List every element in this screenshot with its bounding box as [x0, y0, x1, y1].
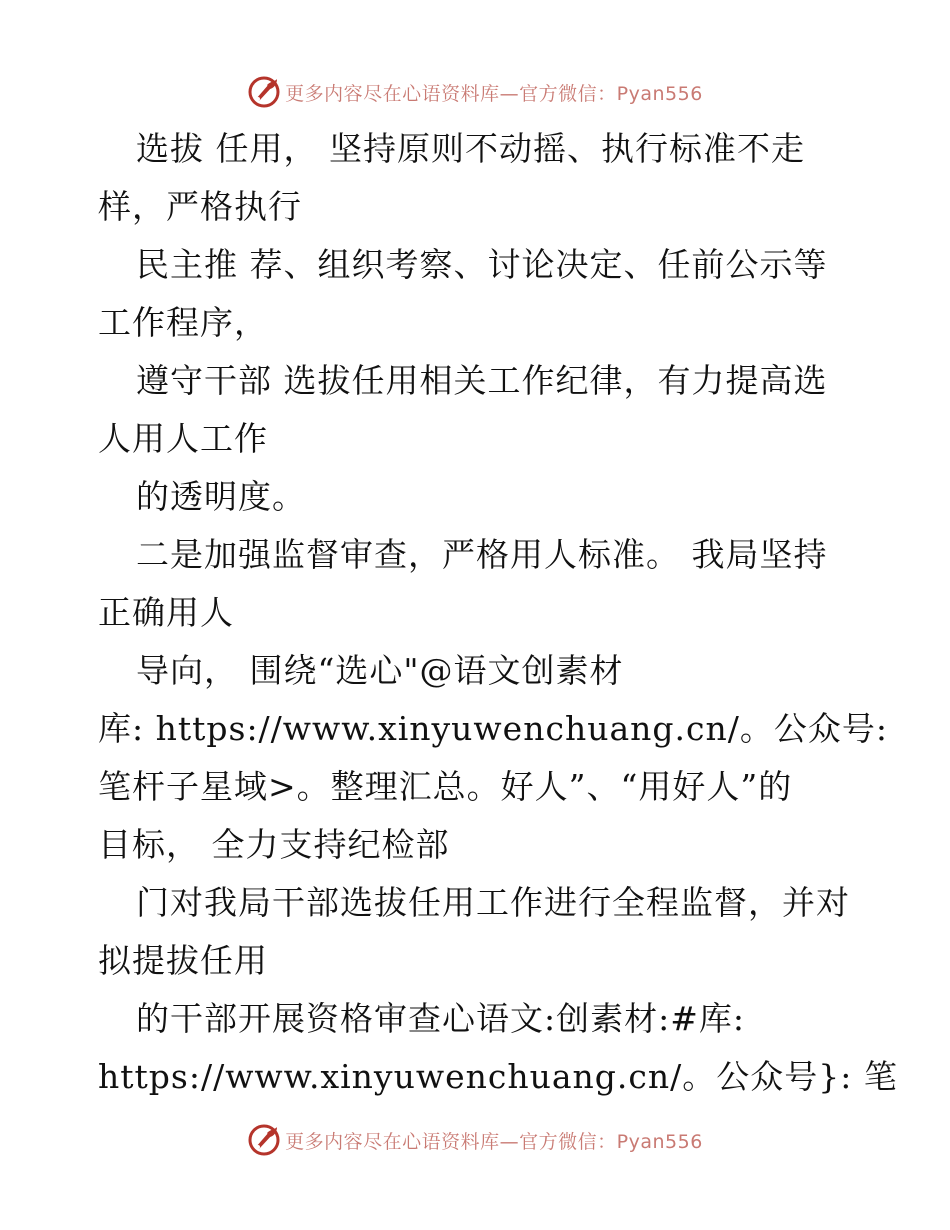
body-line: 二是加强监督审查，严格用人标准。 我局坚持: [136, 535, 828, 574]
body-line: 遵守干部 选拔任用相关工作纪律，有力提高选: [136, 361, 828, 400]
body-line: 的干部开展资格审查心语文:创素材:#库:: [136, 999, 746, 1038]
body-line: 选拔 任用， 坚持原则不动摇、执行标准不走: [136, 129, 805, 168]
body-line: 样，严格执行: [98, 187, 302, 226]
body-line: 拟提拔任用: [98, 941, 268, 980]
body-line: 的透明度。: [136, 477, 306, 516]
header-watermark-text: 更多内容尽在心语资料库—官方微信：Pyan556: [285, 82, 703, 105]
footer-watermark-banner: [0, 1120, 950, 1160]
header-watermark-banner: [0, 72, 950, 112]
footer-watermark-text: 更多内容尽在心语资料库—官方微信：Pyan556: [285, 1130, 703, 1153]
body-line: 门对我局干部选拔任用工作进行全程监督，并对: [136, 883, 850, 922]
body-line: 目标， 全力支持纪检部: [98, 825, 450, 864]
red-quill-seal-icon: [247, 75, 281, 109]
body-line: 导向， 围绕“选心"@语文创素材: [136, 651, 624, 690]
document-body: [98, 120, 898, 1106]
body-line: 民主推 荐、组织考察、讨论决定、任前公示等: [136, 245, 828, 284]
body-line: 笔杆子星域>。整理汇总。好人”、“用好人”的: [98, 767, 793, 806]
red-quill-seal-icon: [247, 1123, 281, 1157]
body-line: 正确用人: [98, 593, 234, 632]
body-line: 工作程序，: [98, 303, 268, 342]
body-line: 人用人工作: [98, 419, 268, 458]
body-line: https://www.xinyuwenchuang.cn/。公众号}: 笔: [98, 1057, 898, 1096]
body-line: 库: https://www.xinyuwenchuang.cn/。公众号:: [98, 709, 888, 748]
